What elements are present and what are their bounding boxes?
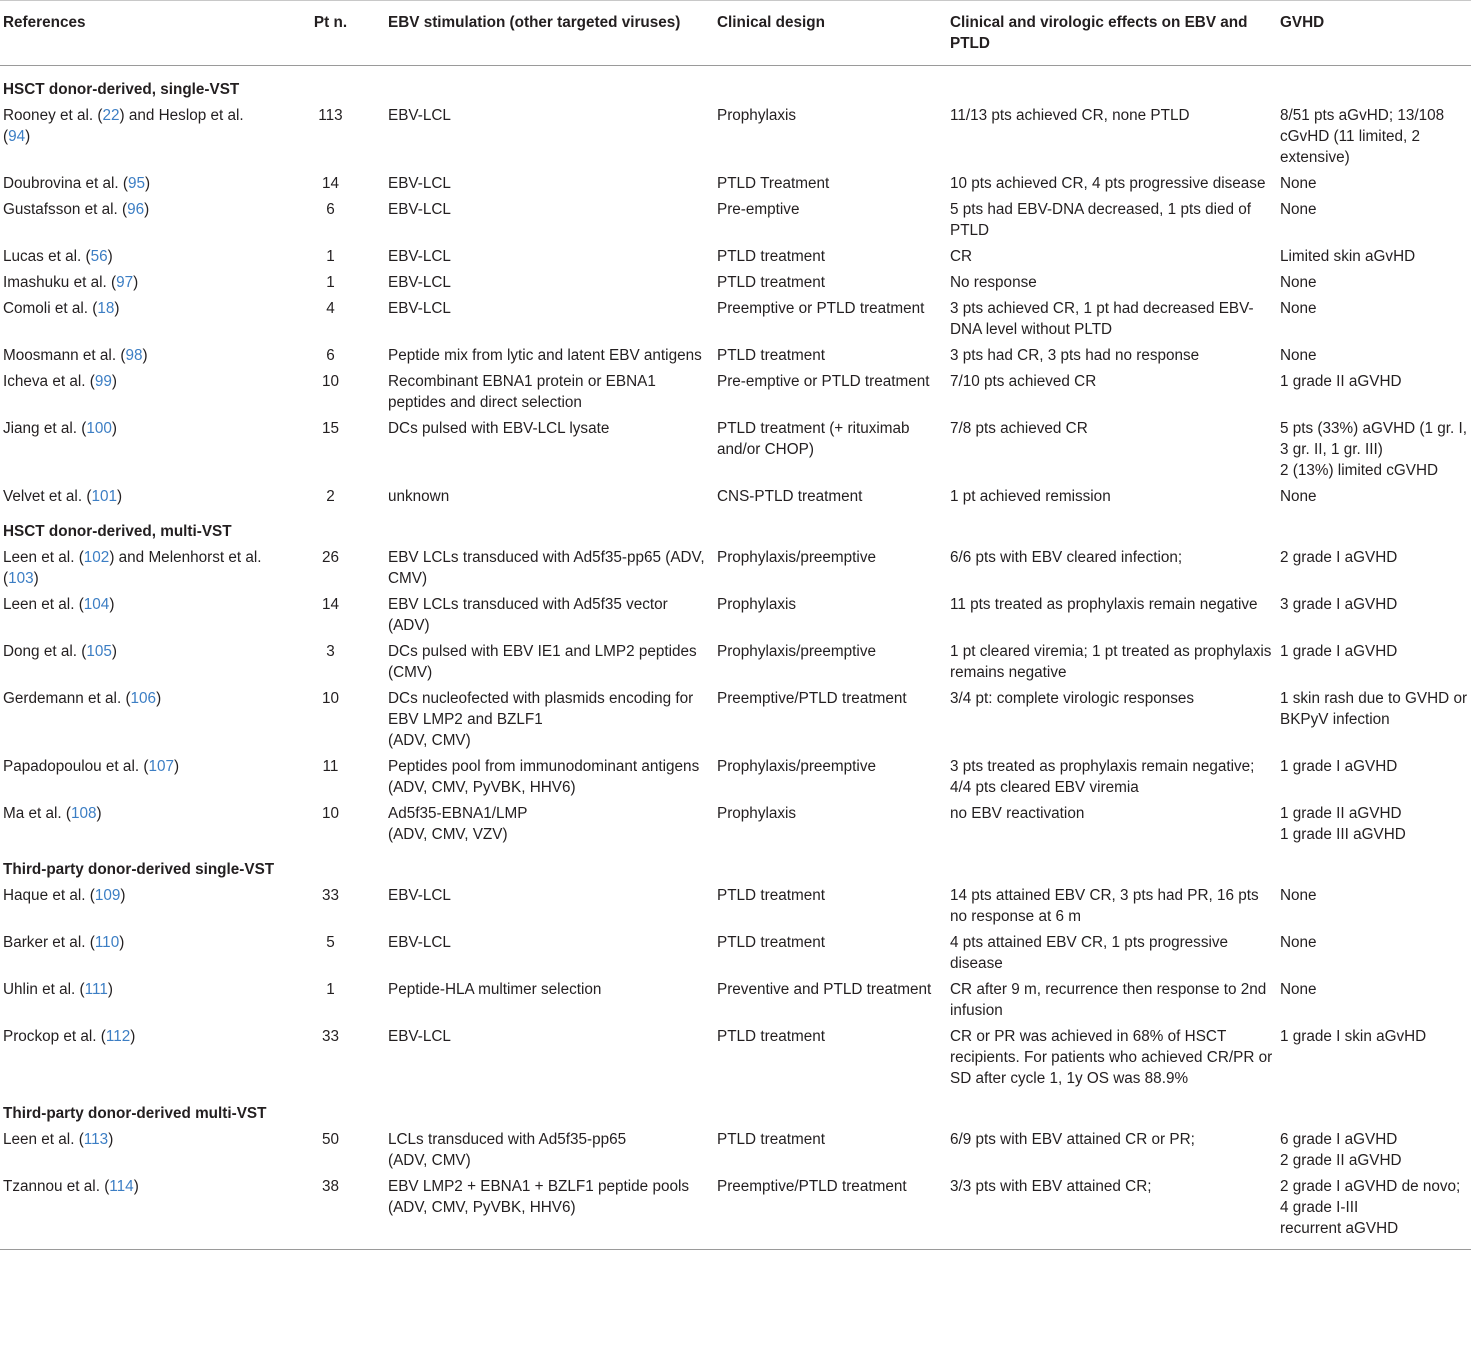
- cell-stimulation: Peptides pool from immunodominant antigens (ADV, CMV, PyVBK, HHV6): [388, 758, 700, 796]
- section-title: Third-party donor-derived single-VST: [3, 861, 275, 878]
- citation-link[interactable]: 99: [94, 373, 112, 390]
- citation-link[interactable]: 109: [94, 887, 121, 904]
- cell-effects: 11/13 pts achieved CR, none PTLD: [950, 107, 1190, 124]
- table-row: [0, 295, 1471, 342]
- citation-link[interactable]: 100: [86, 420, 112, 437]
- cell-clinical-design: CNS-PTLD treatment: [717, 488, 863, 505]
- cell-stimulation: LCLs transduced with Ad5f35-pp65 (ADV, CMV): [388, 1131, 627, 1169]
- cell-gvhd: None: [1280, 488, 1317, 505]
- cell-effects: CR or PR was achieved in 68% of HSCT recipients. For patients who achieved CR/PR or SD after cycle 1, 1y OS was 88.9%: [950, 1028, 1273, 1087]
- cell-effects: 1 pt achieved remission: [950, 488, 1111, 505]
- cell-pt-n: 15: [321, 420, 339, 437]
- cell-effects: 1 pt cleared viremia; 1 pt treated as prophylaxis remains negative: [950, 643, 1272, 681]
- table-row: [0, 753, 1471, 800]
- cell-stimulation: Ad5f35-EBNA1/LMP (ADV, CMV, VZV): [388, 805, 528, 843]
- cell-stimulation: unknown: [388, 488, 450, 505]
- cell-pt-n: 50: [321, 1131, 339, 1148]
- cell-effects: 3/4 pt: complete virologic responses: [950, 690, 1195, 707]
- cell-reference: Moosmann et al. (98): [3, 347, 148, 364]
- section-title: HSCT donor-derived, single-VST: [3, 81, 240, 98]
- cell-pt-n: 10: [321, 805, 339, 822]
- cell-stimulation: EBV-LCL: [388, 300, 451, 317]
- cell-clinical-design: PTLD treatment (+ rituximab and/or CHOP): [717, 420, 910, 458]
- cell-gvhd: 1 skin rash due to GVHD or BKPyV infection: [1280, 690, 1468, 728]
- section-heading-row: [0, 847, 1471, 882]
- cell-pt-n: 4: [326, 300, 335, 317]
- cell-stimulation: EBV LCLs transduced with Ad5f35 vector (ADV): [388, 596, 668, 634]
- cell-reference: Leen et al. (102) and Melenhorst et al. (103): [3, 549, 262, 587]
- header-pt-n: Pt n.: [275, 1, 385, 66]
- cell-clinical-design: PTLD treatment: [717, 248, 825, 265]
- cell-reference: Barker et al. (110): [3, 934, 125, 951]
- table-row: [0, 368, 1471, 415]
- cell-stimulation: EBV LMP2 + EBNA1 + BZLF1 peptide pools (ADV, CMV, PyVBK, HHV6): [385, 1173, 714, 1250]
- cell-gvhd: 6 grade I aGVHD 2 grade II aGVHD: [1280, 1131, 1402, 1169]
- cell-effects: 3 pts treated as prophylaxis remain negative; 4/4 pts cleared EBV viremia: [950, 758, 1255, 796]
- cell-gvhd: 1 grade I skin aGvHD: [1280, 1028, 1427, 1045]
- cell-effects: 11 pts treated as prophylaxis remain negative: [950, 596, 1258, 613]
- table-row: [0, 638, 1471, 685]
- cell-stimulation: EBV-LCL: [388, 934, 451, 951]
- cell-clinical-design: Prophylaxis/preemptive: [717, 758, 876, 775]
- section-heading-row: [0, 1091, 1471, 1126]
- cell-clinical-design: Prophylaxis: [717, 596, 797, 613]
- cell-stimulation: EBV LCLs transduced with Ad5f35-pp65 (ADV, CMV): [388, 549, 705, 587]
- citation-link[interactable]: 110: [94, 934, 120, 951]
- citation-link[interactable]: 56: [90, 248, 108, 265]
- cell-pt-n: 6: [326, 347, 335, 364]
- cell-stimulation: EBV-LCL: [388, 887, 451, 904]
- cell-stimulation: EBV-LCL: [388, 201, 451, 218]
- cell-reference: Gerdemann et al. (106): [3, 690, 162, 707]
- cell-effects: CR: [950, 248, 973, 265]
- cell-effects: 6/9 pts with EBV attained CR or PR;: [950, 1131, 1195, 1148]
- citation-link[interactable]: 113: [83, 1131, 109, 1148]
- cell-stimulation: EBV-LCL: [388, 107, 451, 124]
- cell-pt-n: 113: [318, 107, 343, 124]
- cell-gvhd: None: [1280, 347, 1317, 364]
- cell-gvhd: Limited skin aGvHD: [1280, 248, 1416, 265]
- citation-link[interactable]: 104: [83, 596, 110, 613]
- cell-gvhd: None: [1280, 300, 1317, 317]
- citation-link[interactable]: 106: [130, 690, 157, 707]
- table-row: [0, 591, 1471, 638]
- header-effects: Clinical and virologic effects on EBV and PTLD: [947, 1, 1277, 66]
- cell-effects: 7/8 pts achieved CR: [950, 420, 1088, 437]
- cell-stimulation: Peptide mix from lytic and latent EBV antigens: [388, 347, 702, 364]
- table-row: [0, 342, 1471, 368]
- citation-link[interactable]: 18: [97, 300, 115, 317]
- cell-gvhd: None: [1280, 887, 1317, 904]
- section-title: Third-party donor-derived multi-VST: [3, 1105, 267, 1122]
- cell-gvhd: None: [1280, 201, 1317, 218]
- cell-pt-n: 5: [326, 934, 335, 951]
- cell-gvhd: None: [1280, 934, 1317, 951]
- citation-link[interactable]: 105: [86, 643, 112, 660]
- cell-reference: Leen et al. (104): [3, 596, 115, 613]
- table-row: [0, 415, 1471, 483]
- cell-clinical-design: PTLD treatment: [717, 347, 825, 364]
- citation-link[interactable]: 102: [83, 549, 110, 566]
- cell-effects: 14 pts attained EBV CR, 3 pts had PR, 16 pts no response at 6 m: [950, 887, 1259, 925]
- header-clinical-design: Clinical design: [714, 1, 947, 66]
- cell-pt-n: 1: [326, 248, 335, 265]
- table-row: [0, 800, 1471, 847]
- citation-link[interactable]: 103: [8, 570, 34, 587]
- cell-gvhd: None: [1280, 274, 1317, 291]
- cell-gvhd: None: [1280, 175, 1317, 192]
- cell-pt-n: 11: [322, 758, 339, 775]
- cell-stimulation: DCs nucleofected with plasmids encoding for EBV LMP2 and BZLF1 (ADV, CMV): [388, 690, 694, 749]
- section-title: HSCT donor-derived, multi-VST: [3, 523, 232, 540]
- table-row: [0, 976, 1471, 1023]
- cell-pt-n: 2: [326, 488, 335, 505]
- cell-clinical-design: Preemptive/PTLD treatment: [717, 690, 907, 707]
- table-header: [0, 1, 1471, 66]
- cell-clinical-design: PTLD treatment: [717, 274, 825, 291]
- cell-reference: Dong et al. (105): [3, 643, 117, 660]
- cell-clinical-design: Prophylaxis/preemptive: [717, 549, 876, 566]
- cell-pt-n: 6: [326, 201, 335, 218]
- cell-gvhd: 2 grade I aGVHD: [1280, 549, 1398, 566]
- table-row: [0, 1173, 1471, 1250]
- cell-reference: Rooney et al. (22) and Heslop et al. (94): [3, 107, 244, 145]
- table-row: [0, 882, 1471, 929]
- cell-pt-n: 10: [321, 690, 339, 707]
- cell-reference: Leen et al. (113): [3, 1131, 114, 1148]
- citation-link[interactable]: 114: [109, 1178, 134, 1195]
- cell-clinical-design: Prophylaxis: [717, 805, 797, 822]
- cell-stimulation: EBV-LCL: [388, 274, 451, 291]
- cell-gvhd: 8/51 pts aGvHD; 13/108 cGvHD (11 limited, 2 extensive): [1280, 107, 1445, 166]
- table-row: [0, 243, 1471, 269]
- cell-effects: 7/10 pts achieved CR: [950, 373, 1097, 390]
- citation-link[interactable]: 111: [84, 981, 108, 998]
- cell-pt-n: 33: [321, 887, 339, 904]
- cell-pt-n: 10: [321, 373, 339, 390]
- cell-effects: No response: [950, 274, 1037, 291]
- cell-clinical-design: Pre-emptive or PTLD treatment: [717, 373, 930, 390]
- table-row: [0, 1126, 1471, 1173]
- cell-stimulation: Peptide-HLA multimer selection: [388, 981, 602, 998]
- cell-clinical-design: Preemptive/PTLD treatment: [714, 1173, 947, 1250]
- cell-gvhd: 3 grade I aGVHD: [1280, 596, 1398, 613]
- table-row: [0, 102, 1471, 170]
- cell-gvhd: 1 grade I aGVHD: [1280, 643, 1398, 660]
- cell-gvhd: 5 pts (33%) aGVHD (1 gr. I, 3 gr. II, 1 gr. III) 2 (13%) limited cGVHD: [1280, 420, 1468, 479]
- cell-reference: Papadopoulou et al. (107): [3, 758, 180, 775]
- citation-link[interactable]: 97: [116, 274, 134, 291]
- cell-effects: 3 pts had CR, 3 pts had no response: [950, 347, 1200, 364]
- citation-link[interactable]: 95: [128, 175, 146, 192]
- cell-pt-n: 26: [321, 549, 339, 566]
- cell-gvhd: 1 grade I aGVHD: [1280, 758, 1398, 775]
- cell-stimulation: Recombinant EBNA1 protein or EBNA1 peptides and direct selection: [388, 373, 656, 411]
- cell-reference: Prockop et al. (112): [3, 1028, 136, 1045]
- cell-clinical-design: PTLD treatment: [717, 887, 825, 904]
- cell-pt-n: 14: [321, 596, 339, 613]
- cell-reference: Jiang et al. (100): [3, 420, 117, 437]
- citation-link[interactable]: 107: [148, 758, 174, 775]
- citation-link[interactable]: 98: [125, 347, 143, 364]
- cell-reference: Imashuku et al. (97): [3, 274, 139, 291]
- cell-effects: no EBV reactivation: [950, 805, 1085, 822]
- citation-link[interactable]: 22: [102, 107, 120, 124]
- table-row: [0, 929, 1471, 976]
- header-stimulation: EBV stimulation (other targeted viruses): [385, 1, 714, 66]
- cell-pt-n: 33: [321, 1028, 339, 1045]
- cell-clinical-design: PTLD treatment: [717, 1131, 825, 1148]
- section-heading-row: [0, 509, 1471, 544]
- cell-reference: Icheva et al. (99): [3, 373, 117, 390]
- table-row: [0, 170, 1471, 196]
- header-gvhd: GVHD: [1277, 1, 1471, 66]
- cell-clinical-design: PTLD Treatment: [717, 175, 830, 192]
- cell-pt-n: 38: [275, 1173, 385, 1250]
- citation-link[interactable]: 94: [8, 128, 26, 145]
- table-row: [0, 483, 1471, 509]
- cell-clinical-design: Preventive and PTLD treatment: [717, 981, 932, 998]
- cell-stimulation: EBV-LCL: [388, 175, 451, 192]
- header-references: References: [0, 1, 275, 66]
- table-row: [0, 685, 1471, 753]
- table-body: [0, 66, 1471, 1250]
- table-row: [0, 269, 1471, 295]
- cell-clinical-design: Pre-emptive: [717, 201, 800, 218]
- cell-reference: Tzannou et al. (114): [0, 1173, 275, 1250]
- cell-stimulation: DCs pulsed with EBV-LCL lysate: [388, 420, 610, 437]
- cell-effects: 3 pts achieved CR, 1 pt had decreased EBV-DNA level without PLTD: [950, 300, 1254, 338]
- cell-effects: 6/6 pts with EBV cleared infection;: [950, 549, 1183, 566]
- cell-clinical-design: Prophylaxis/preemptive: [717, 643, 876, 660]
- section-heading-row: [0, 66, 1471, 103]
- cell-reference: Uhlin et al. (111): [3, 981, 113, 998]
- cell-clinical-design: Prophylaxis: [717, 107, 797, 124]
- cell-pt-n: 1: [326, 274, 335, 291]
- cell-effects: 5 pts had EBV-DNA decreased, 1 pts died of PTLD: [950, 201, 1252, 239]
- citation-link[interactable]: 108: [71, 805, 97, 822]
- cell-pt-n: 3: [326, 643, 335, 660]
- cell-clinical-design: Preemptive or PTLD treatment: [717, 300, 925, 317]
- citation-link[interactable]: 112: [105, 1028, 131, 1045]
- cell-effects: 4 pts attained EBV CR, 1 pts progressive disease: [950, 934, 1229, 972]
- citation-link[interactable]: 96: [127, 201, 145, 218]
- cell-effects: 3/3 pts with EBV attained CR;: [947, 1173, 1277, 1250]
- cell-reference: Ma et al. (108): [3, 805, 102, 822]
- cell-pt-n: 14: [321, 175, 339, 192]
- table-row: [0, 1023, 1471, 1091]
- cell-reference: Doubrovina et al. (95): [3, 175, 151, 192]
- cell-gvhd: None: [1280, 981, 1317, 998]
- cell-reference: Lucas et al. (56): [3, 248, 113, 265]
- cell-reference: Comoli et al. (18): [3, 300, 120, 317]
- cell-gvhd: 1 grade II aGVHD: [1280, 373, 1402, 390]
- cell-gvhd: 1 grade II aGVHD 1 grade III aGVHD: [1280, 805, 1406, 843]
- cell-clinical-design: PTLD treatment: [717, 1028, 825, 1045]
- cell-effects: CR after 9 m, recurrence then response to 2nd infusion: [950, 981, 1267, 1019]
- table-row: [0, 544, 1471, 591]
- cell-gvhd: 2 grade I aGVHD de novo; 4 grade I-III recurrent aGVHD: [1277, 1173, 1471, 1250]
- cell-stimulation: EBV-LCL: [388, 1028, 451, 1045]
- cell-stimulation: EBV-LCL: [388, 248, 451, 265]
- cell-reference: Gustafsson et al. (96): [3, 201, 150, 218]
- cell-effects: 10 pts achieved CR, 4 pts progressive disease: [950, 175, 1266, 192]
- cell-clinical-design: PTLD treatment: [717, 934, 825, 951]
- table-row: [0, 196, 1471, 243]
- cell-pt-n: 1: [326, 981, 335, 998]
- cell-reference: Haque et al. (109): [3, 887, 126, 904]
- citation-link[interactable]: 101: [91, 488, 117, 505]
- cell-reference: Velvet et al. (101): [3, 488, 123, 505]
- cell-stimulation: DCs pulsed with EBV IE1 and LMP2 peptides (CMV): [388, 643, 697, 681]
